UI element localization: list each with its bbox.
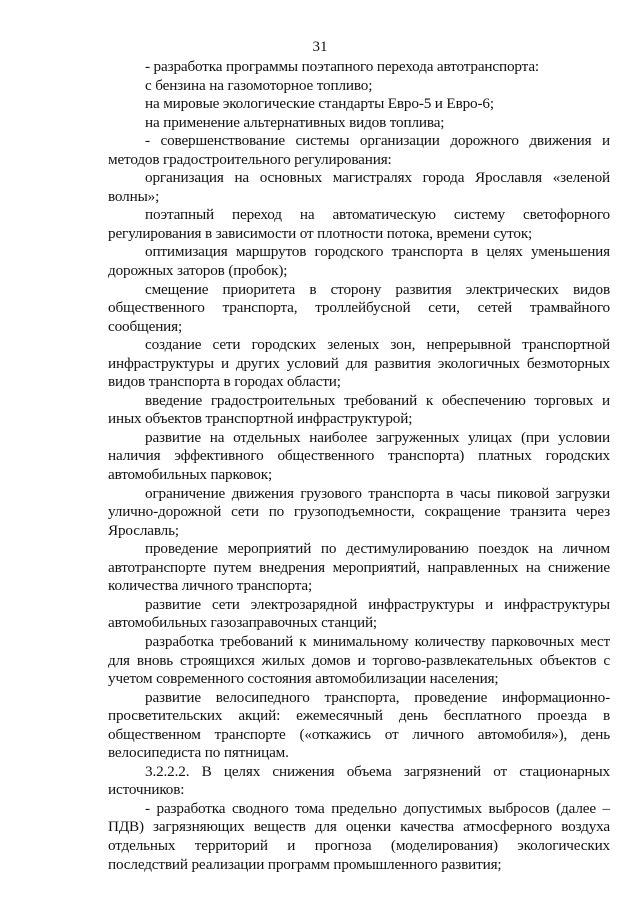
list-item: - разработка сводного тома предельно допустимых выбросов (далее – ПДВ) загрязняющих веществ для оценки качества атмосферного воздуха отдельных территорий и прогноза (моделирования) экологических последствий реализации программ промышленного развития; — [108, 799, 610, 873]
list-item: организация на основных магистралях города Ярославля «зеленой волны»; — [108, 169, 610, 205]
list-item: на мировые экологические стандарты Евро-5 и Евро-6; — [145, 95, 494, 113]
list-item: создание сети городских зеленых зон, непрерывной транспортной инфраструктуры и других условий для развития экологичных безмоторных видов транспорта в городах области; — [108, 336, 610, 391]
list-item: поэтапный переход на автоматическую систему светофорного регулирования в зависимости от плотности потока, времени суток; — [108, 206, 610, 242]
page-number: 31 — [312, 39, 328, 55]
section-paragraph: 3.2.2.2. В целях снижения объема загрязнений от стационарных источников: — [108, 762, 610, 799]
list-item: разработка требований к минимальному количеству парковочных мест для вновь строящихся жилых домов и торгово-развлекательных объектов с учетом современного состояния автомобилизации населения; — [108, 632, 610, 688]
list-item: проведение мероприятий по дестимулированию поездок на личном автотранспорте путем внедрения мероприятий, направленных на снижение количества личного транспорта; — [108, 540, 610, 595]
list-item: развитие на отдельных наиболее загруженных улицах (при условии наличия эффективного общественного транспорта) платных городских автомобильных парковок; — [108, 428, 610, 484]
list-item: введение градостроительных требований к обеспечению торговых и иных объектов транспортной инфраструктурой; — [108, 391, 610, 428]
list-item: ограничение движения грузового транспорта в часы пиковой загрузки улично-дорожной сети по грузоподъемности, сокращение транзита через Ярославль; — [108, 484, 610, 539]
list-item: развитие сети электрозарядной инфраструктуры и инфраструктуры автомобильных газозаправочных станций; — [108, 595, 610, 632]
list-item: развитие велосипедного транспорта, проведение информационно-просветительских акций: ежемесячный день бесплатного проезда в общественном транспорте («откажись от личного автомобиля»), день велосипедиста по пятницам. — [108, 688, 610, 762]
list-item: на применение альтернативных видов топлива; — [145, 113, 445, 131]
list-item: смещение приоритета в сторону развития электрических видов общественного транспорта, троллейбусной сети, сетей трамвайного сообщения; — [108, 280, 610, 335]
list-item: с бензина на газомоторное топливо; — [145, 76, 373, 94]
page-body — [108, 58, 610, 874]
list-item: оптимизация маршрутов городского транспорта в целях уменьшения дорожных заторов (пробок); — [108, 243, 610, 280]
list-item: - разработка программы поэтапного перехода автотранспорта: — [145, 58, 539, 75]
list-item: - совершенствование системы организации дорожного движения и методов градостроительного регулирования: — [108, 132, 610, 168]
